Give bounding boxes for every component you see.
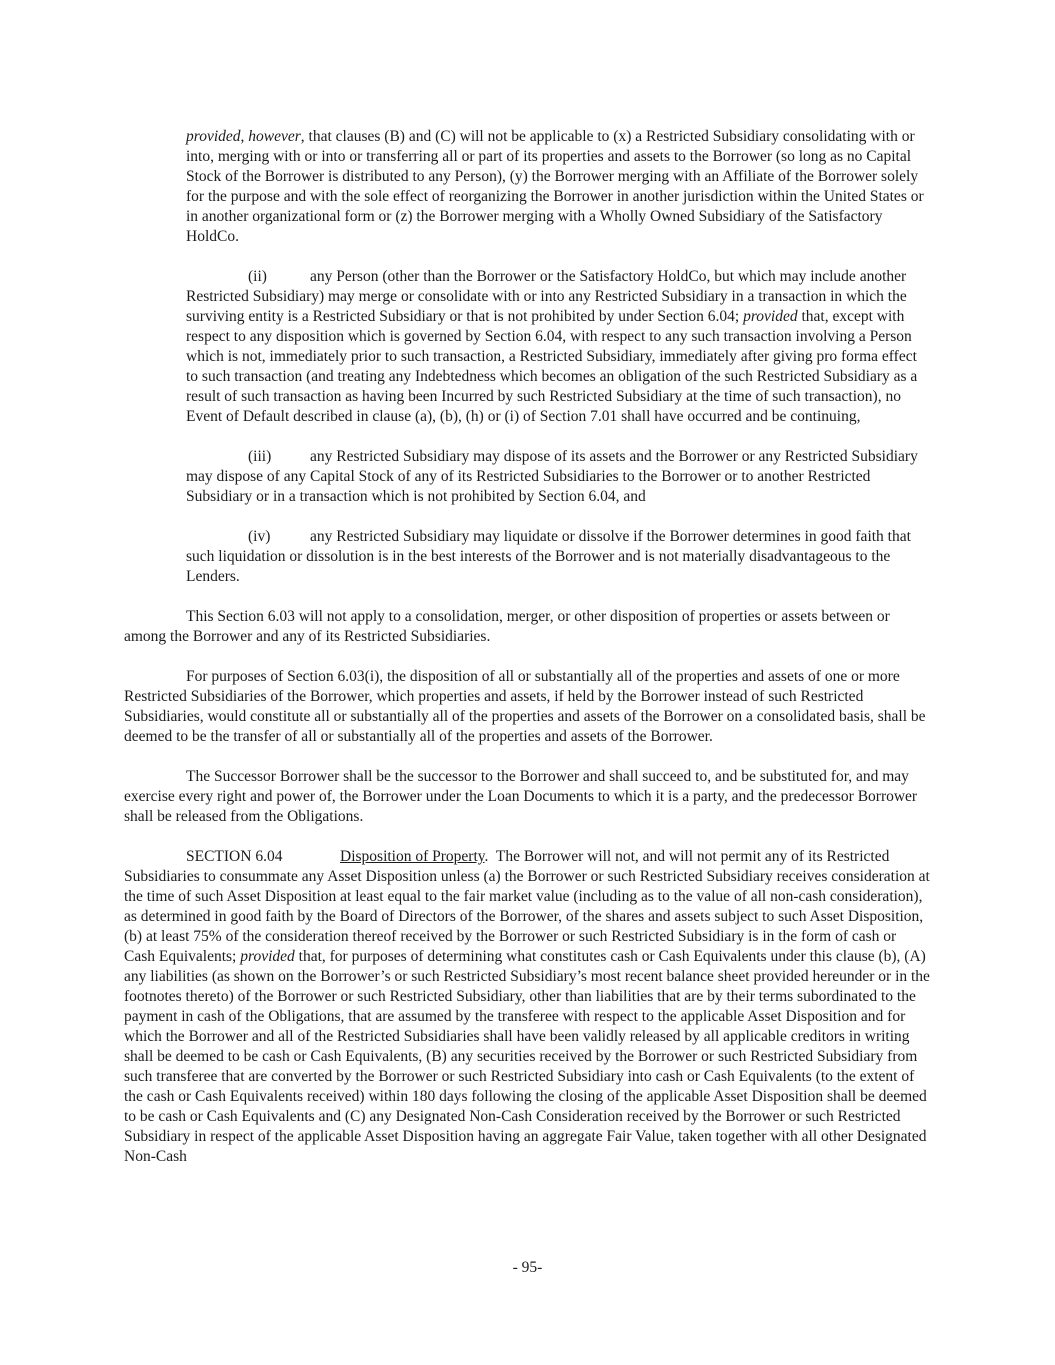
document-body	[124, 127, 931, 1187]
paragraph-clause-ii: (ii) any Person (other than the Borrower or the Satisfactory HoldCo, but which may include another Restricted Subsidiary) may merge or consolidate with or into any Restricted Subsidiary in a transaction in which the surviving entity is a Restricted Subsidiary or that is not prohibited by under Section 6.04; provided that, except with respect to any disposition which is governed by Section 6.04, with respect to any such transaction involving a Person which is not, immediately prior to such transaction, a Restricted Subsidiary, immediately after giving pro forma effect to such transaction (and treating any Indebtedness which becomes an obligation of the such Restricted Subsidiary as a result of such transaction as having been Incurred by such Restricted Subsidiary at the time of such transaction), no Event of Default described in clause (a), (b), (h) or (i) of Section 7.01 shall have occurred and be continuing,	[186, 268, 918, 425]
paragraph-section-604: SECTION 6.04 Disposition of Property. The Borrower will not, and will not permit any of its Restricted Subsidiaries to consummate any Asset Disposition unless (a) the Borrower or such Restricted Subsidiary receives consideration at the time of such Asset Disposition at least equal to the fair market value (including as to the value of all non-cash consideration), as determined in good faith by the Board of Directors of the Borrower, of the shares and assets subject to such Asset Disposition, (b) at least 75% of the consideration thereof received by the Borrower or such Restricted Subsidiary is in the form of cash or Cash Equivalents; provided that, for purposes of determining what constitutes cash or Cash Equivalents under this clause (b), (A) any liabilities (as shown on the Borrower’s or such Restricted Subsidiary’s most recent balance sheet provided hereunder or in the footnotes thereto) of the Borrower or such Restricted Subsidiary, other than liabilities that are by their terms subordinated to the payment in cash of the Obligations, that are assumed by the transferee with respect to the applicable Asset Disposition and for which the Borrower and all of the Restricted Subsidiaries shall have been validly released by all applicable creditors in writing shall be deemed to be cash or Cash Equivalents, (B) any securities received by the Borrower or such Restricted Subsidiary from such transferee that are converted by the Borrower or such Restricted Subsidiary into cash or Cash Equivalents (to the extent of the cash or Cash Equivalents received) within 180 days following the closing of the applicable Asset Disposition shall be deemed to be cash or Cash Equivalents and (C) any Designated Non-Cash Consideration received by the Borrower or such Restricted Subsidiary in respect of the applicable Asset Disposition having an aggregate Fair Value, taken together with all other Designated Non-Cash	[124, 848, 930, 1165]
paragraph-clause-iv: (iv) any Restricted Subsidiary may liquidate or dissolve if the Borrower determines in good faith that such liquidation or dissolution is in the best interests of the Borrower and is not materially disadvantageous to the Lenders.	[186, 528, 911, 585]
paragraph-section-603-scope: This Section 6.03 will not apply to a consolidation, merger, or other disposition of properties or assets between or among the Borrower and any of its Restricted Subsidiaries.	[124, 608, 890, 645]
paragraph-successor-borrower: The Successor Borrower shall be the successor to the Borrower and shall succeed to, and be substituted for, and may exercise every right and power of, the Borrower under the Loan Documents to which it is a party, and the predecessor Borrower shall be released from the Obligations.	[124, 768, 918, 825]
paragraph-proviso: provided, however, that clauses (B) and (C) will not be applicable to (x) a Restricted Subsidiary consolidating with or into, merging with or into or transferring all or part of its properties and assets to the Borrower (so long as no Capital Stock of the Borrower is distributed to any Person), (y) the Borrower merging with an Affiliate of the Borrower solely for the purpose and with the sole effect of reorganizing the Borrower in another jurisdiction within the United States or in another organizational form or (z) the Borrower merging with a Wholly Owned Subsidiary of the Satisfactory HoldCo.	[186, 128, 924, 245]
paragraph-section-603i-purposes: For purposes of Section 6.03(i), the disposition of all or substantially all of the properties and assets of one or more Restricted Subsidiaries of the Borrower, which properties and assets, if held by the Borrower instead of such Restricted Subsidiaries, would constitute all or substantially all of the properties and assets of the Borrower on a consolidated basis, shall be deemed to be the transfer of all or substantially all of the properties and assets of the Borrower.	[124, 668, 926, 745]
page-number: - 95-	[512, 1259, 543, 1276]
paragraph-clause-iii: (iii) any Restricted Subsidiary may dispose of its assets and the Borrower or any Restricted Subsidiary may dispose of any Capital Stock of any of its Restricted Subsidiaries to the Borrower or to another Restricted Subsidiary or in a transaction which is not prohibited by Section 6.04, and	[186, 448, 918, 505]
